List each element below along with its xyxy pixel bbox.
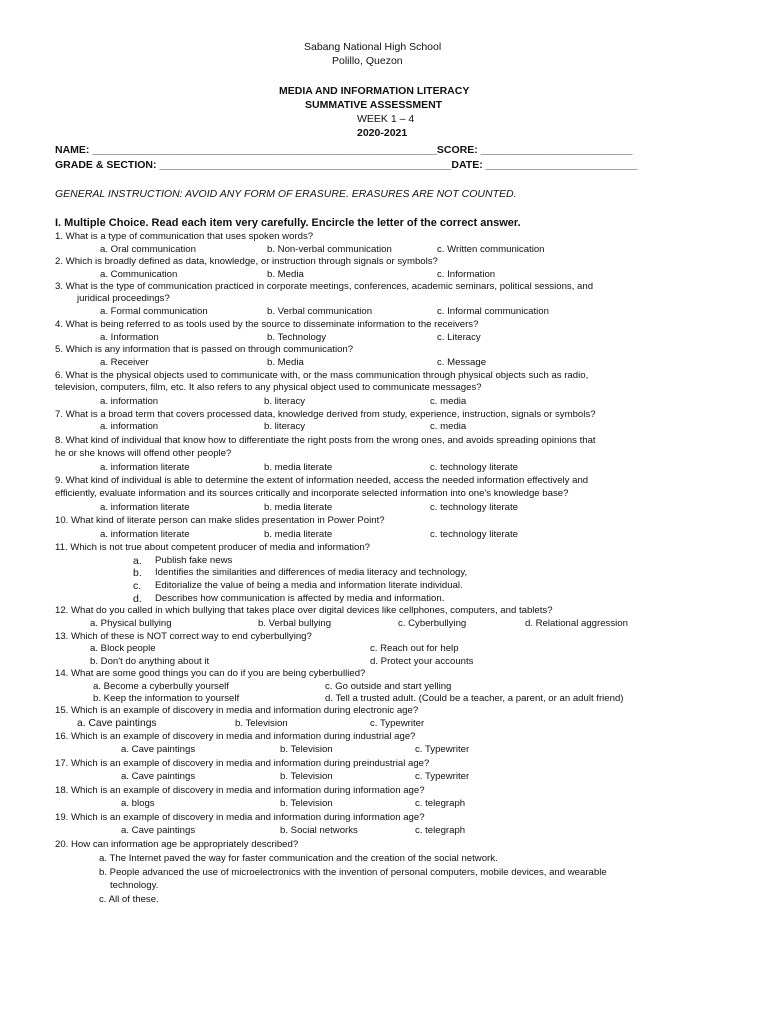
grade-date-line[interactable]: GRADE & SECTION: __________________________________________________DATE: __________________________ <box>55 159 638 171</box>
school-year: 2020-2021 <box>357 127 408 139</box>
q8-option-c[interactable]: c. technology literate <box>430 462 518 473</box>
q15-option-b[interactable]: b. Television <box>235 718 288 729</box>
q5-option-a[interactable]: a. Receiver <box>100 357 149 368</box>
question-8: 8. What kind of individual that know how to differentiate the right posts from the wrong ones, and avoids spreading opinions that <box>55 435 596 446</box>
q20-option-b[interactable]: b. People advanced the use of microelectronics with the invention of personal computers, mobile devices, and wearable <box>99 867 607 878</box>
q12-option-b[interactable]: b. Verbal bullying <box>258 618 332 629</box>
question-19: 19. Which is an example of discovery in media and information during information age? <box>55 812 425 823</box>
q17-option-c[interactable]: c. Typewriter <box>415 771 470 782</box>
q11-letter-a[interactable]: a. <box>133 555 142 567</box>
q6-option-b[interactable]: b. literacy <box>264 396 306 407</box>
q13-option-c[interactable]: c. Reach out for help <box>370 643 459 654</box>
q19-option-a[interactable]: a. Cave paintings <box>121 825 196 836</box>
q8-option-b[interactable]: b. media literate <box>264 462 333 473</box>
q3-option-a[interactable]: a. Formal communication <box>100 306 208 317</box>
q5-option-c[interactable]: c. Message <box>437 357 487 368</box>
q20-option-c[interactable]: c. All of these. <box>99 894 159 905</box>
question-18: 18. Which is an example of discovery in media and information during information age? <box>55 785 425 796</box>
question-15: 15. Which is an example of discovery in media and information during electronic age? <box>55 705 419 716</box>
q5-option-b[interactable]: b. Media <box>267 357 304 368</box>
q19-option-b[interactable]: b. Social networks <box>280 825 358 836</box>
q12-option-c[interactable]: c. Cyberbullying <box>398 618 467 629</box>
question-2: 2. Which is broadly defined as data, knowledge, or instruction through signals or symbols? <box>55 256 438 267</box>
q15-option-a[interactable]: a. Cave paintings <box>77 718 157 729</box>
assessment-title: SUMMATIVE ASSESSMENT <box>305 99 443 111</box>
q2-option-a[interactable]: a. Communication <box>100 269 178 280</box>
question-1: 1. What is a type of communication that uses spoken words? <box>55 231 314 242</box>
q13-option-a[interactable]: a. Block people <box>90 643 156 654</box>
subject-title: MEDIA AND INFORMATION LITERACY <box>279 85 470 97</box>
q3-option-b[interactable]: b. Verbal communication <box>267 306 373 317</box>
name-score-line[interactable]: NAME: ___________________________________________________________SCORE: __________________________ <box>55 144 633 156</box>
question-3-cont: juridical proceedings? <box>77 293 170 304</box>
q11-letter-d[interactable]: d. <box>133 593 142 605</box>
question-7: 7. What is a broad term that covers processed data, knowledge derived from study, experience, instruction, signals or symbols? <box>55 409 596 420</box>
q1-option-a[interactable]: a. Oral communication <box>100 244 196 255</box>
q4-option-c[interactable]: c. Literacy <box>437 332 481 343</box>
question-8-cont: he or she knows will offend other people? <box>55 448 232 459</box>
question-6-cont: television, computers, film, etc. It also refers to any physical object used to communicate messages? <box>55 382 482 393</box>
q9-option-a[interactable]: a. information literate <box>100 502 190 513</box>
question-5: 5. Which is any information that is passed on through communication? <box>55 344 354 355</box>
general-instruction: GENERAL INSTRUCTION: AVOID ANY FORM OF ERASURE. ERASURES ARE NOT COUNTED. <box>55 188 517 200</box>
q3-option-c[interactable]: c. Informal communication <box>437 306 549 317</box>
question-11: 11. Which is not true about competent producer of media and information? <box>55 542 370 553</box>
q18-option-b[interactable]: b. Television <box>280 798 333 809</box>
q7-option-b[interactable]: b. literacy <box>264 421 306 432</box>
q14-option-c[interactable]: c. Go outside and start yelling <box>325 681 452 692</box>
question-14: 14. What are some good things you can do if you are being cyberbullied? <box>55 668 366 679</box>
q18-option-c[interactable]: c. telegraph <box>415 798 466 809</box>
q11-option-b[interactable]: Identifies the similarities and differences of media literacy and technology, <box>155 567 468 578</box>
question-17: 17. Which is an example of discovery in media and information during preindustrial age? <box>55 758 430 769</box>
q16-option-a[interactable]: a. Cave paintings <box>121 744 196 755</box>
q9-option-c[interactable]: c. technology literate <box>430 502 518 513</box>
question-20: 20. How can information age be appropriately described? <box>55 839 299 850</box>
q11-letter-c[interactable]: c. <box>133 580 142 592</box>
question-6: 6. What is the physical objects used to communicate with, or the mass communication through physical objects such as radio, <box>55 370 589 381</box>
q7-option-a[interactable]: a. information <box>100 421 159 432</box>
q1-option-c[interactable]: c. Written communication <box>437 244 545 255</box>
section-title: I. Multiple Choice. Read each item very carefully. Encircle the letter of the correct answer. <box>55 217 521 229</box>
school-location: Polillo, Quezon <box>332 55 403 67</box>
school-name: Sabang National High School <box>304 41 442 53</box>
question-16: 16. Which is an example of discovery in media and information during industrial age? <box>55 731 416 742</box>
question-12: 12. What do you called in which bullying that takes place over digital devices like cellphones, computers, and tablets? <box>55 605 553 616</box>
q17-option-a[interactable]: a. Cave paintings <box>121 771 196 782</box>
q14-option-a[interactable]: a. Become a cyberbully yourself <box>93 681 229 692</box>
q10-option-a[interactable]: a. information literate <box>100 529 190 540</box>
q10-option-c[interactable]: c. technology literate <box>430 529 518 540</box>
question-9-cont: efficiently, evaluate information and its sources critically and incorporate selected information into one's knowledge base? <box>55 488 569 499</box>
q15-option-c[interactable]: c. Typewriter <box>370 718 425 729</box>
week-label: WEEK 1 – 4 <box>357 113 415 125</box>
q16-option-b[interactable]: b. Television <box>280 744 333 755</box>
q6-option-a[interactable]: a. information <box>100 396 159 407</box>
q6-option-c[interactable]: c. media <box>430 396 467 407</box>
question-3: 3. What is the type of communication practiced in corporate meetings, conferences, academic seminars, political sessions, and <box>55 281 594 292</box>
q9-option-b[interactable]: b. media literate <box>264 502 333 513</box>
q17-option-b[interactable]: b. Television <box>280 771 333 782</box>
question-13: 13. Which of these is NOT correct way to end cyberbullying? <box>55 631 312 642</box>
q11-option-d[interactable]: Describes how communication is affected by media and information. <box>155 593 445 604</box>
q11-option-a[interactable]: Publish fake news <box>155 555 233 566</box>
question-10: 10. What kind of literate person can make slides presentation in Power Point? <box>55 515 385 526</box>
q20-option-b-cont: technology. <box>110 880 159 891</box>
q8-option-a[interactable]: a. information literate <box>100 462 190 473</box>
q7-option-c[interactable]: c. media <box>430 421 467 432</box>
q12-option-a[interactable]: a. Physical bullying <box>90 618 172 629</box>
q1-option-b[interactable]: b. Non-verbal communication <box>267 244 392 255</box>
q10-option-b[interactable]: b. media literate <box>264 529 333 540</box>
q13-option-b[interactable]: b. Don't do anything about it <box>90 656 210 667</box>
q19-option-c[interactable]: c. telegraph <box>415 825 466 836</box>
q4-option-a[interactable]: a. Information <box>100 332 159 343</box>
q11-option-c[interactable]: Editorialize the value of being a media and information literate individual. <box>155 580 463 591</box>
q14-option-b[interactable]: b. Keep the information to yourself <box>93 693 240 704</box>
question-9: 9. What kind of individual is able to determine the extent of information needed, access the needed information effectively and <box>55 475 589 486</box>
q14-option-d[interactable]: d. Tell a trusted adult. (Could be a teacher, a parent, or an adult friend) <box>325 693 624 704</box>
q16-option-c[interactable]: c. Typewriter <box>415 744 470 755</box>
q2-option-b[interactable]: b. Media <box>267 269 304 280</box>
q11-letter-b[interactable]: b. <box>133 567 142 579</box>
q20-option-a[interactable]: a. The Internet paved the way for faster communication and the creation of the social network. <box>99 853 498 864</box>
question-4: 4. What is being referred to as tools used by the source to disseminate information to the receivers? <box>55 319 479 330</box>
q13-option-d[interactable]: d. Protect your accounts <box>370 656 474 667</box>
q4-option-b[interactable]: b. Technology <box>267 332 327 343</box>
q12-option-d[interactable]: d. Relational aggression <box>525 618 628 629</box>
q2-option-c[interactable]: c. Information <box>437 269 496 280</box>
q18-option-a[interactable]: a. blogs <box>121 798 155 809</box>
